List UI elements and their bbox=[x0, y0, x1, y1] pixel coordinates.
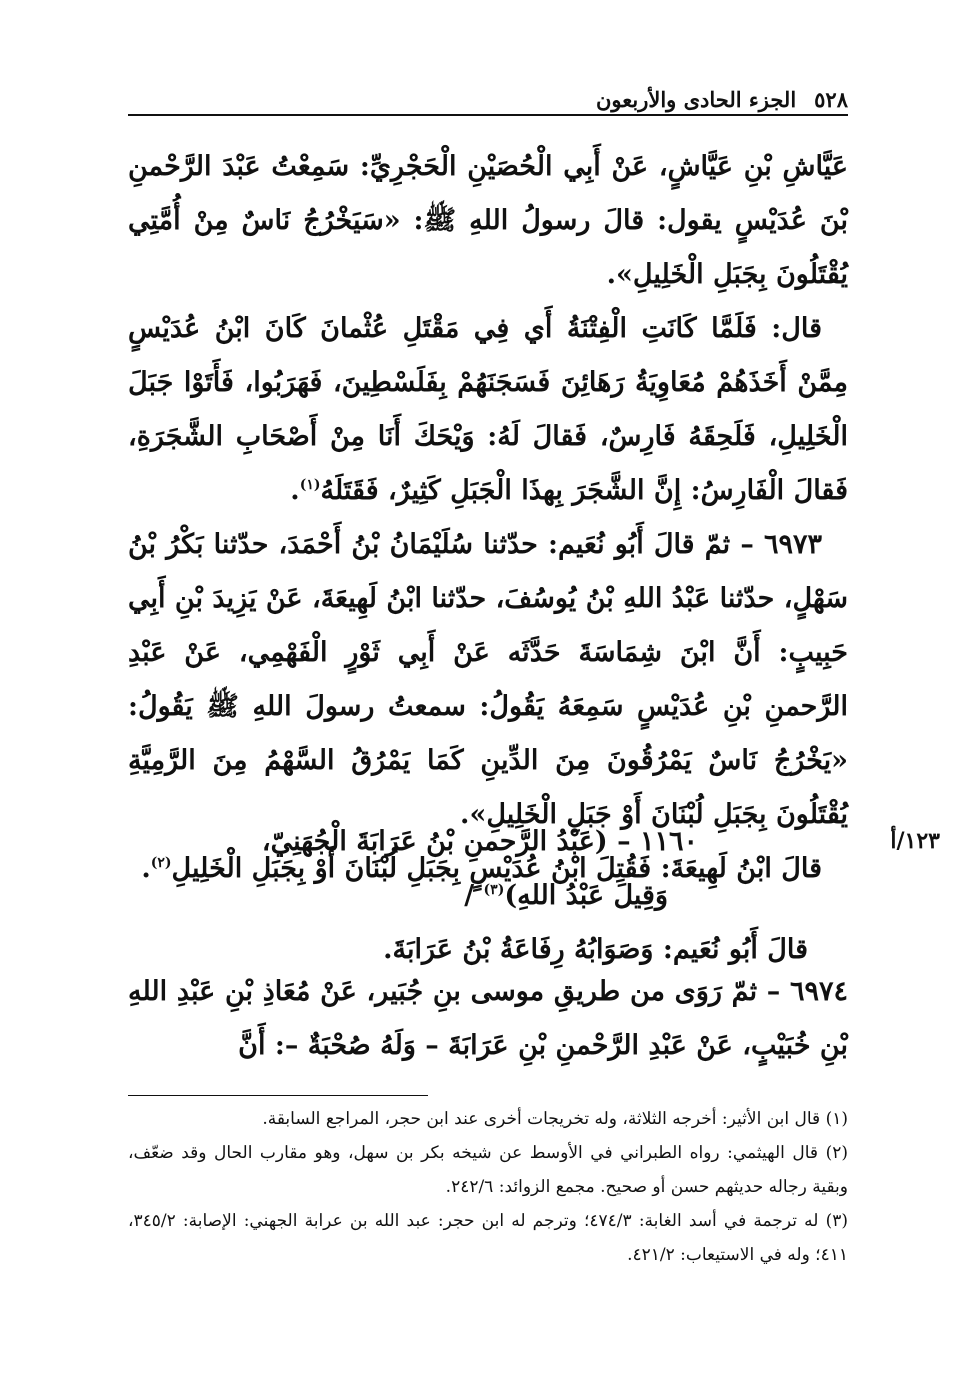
page-header bbox=[128, 60, 848, 112]
footnote-ref: (٢) bbox=[150, 855, 172, 871]
paragraph: قال: فَلَمَّا كَانَتِ الْفِتْنَةُ أَي فِي مَقْتَلِ عُثْمانَ كَانَ ابْنُ عُدَيْسٍ مِمَّنْ أَخَذَهُمْ مُعَاوِيَةُ رَهَائِنَ فَسَجَنَهُمْ بِفَلَسْطِينَ، فَهَرَبُوا، فَأَتَوْا جَبَلَ الْخَلِيلِ، فَلَحِقَهُ فَارِسٌ، فَقالَ لَهُ: وَيْحَكَ أَنَا مِنْ أَصْحَابِ الشَّجَرَةِ، فَقالَ الْفَارِسُ: إِنَّ الشَّجَرَ بِهذَا الْجَبَلِ كَثِيرٌ، فَقَتَلَهُ$^{(١)}$. bbox=[128, 313, 848, 506]
paragraph: عَيَّاشِ بْنِ عَيَّاشٍ، عَنْ أَبِي الْحُصَيْنِ الْحَجْرِيِّ: سَمِعْتُ عَبْدَ الرَّحْمنِ بْنَ عُدَيْسٍ يقول: قالَ رسولُ اللهِ ﷺ: «سَيَخْرُجُ نَاسٌ مِنْ أُمَّتِي يُقْتَلُونَ بِجَبَلِ الْخَلِيلِ». bbox=[128, 151, 848, 290]
main-text bbox=[128, 140, 848, 896]
footnote: (١) قال ابن الأثير: أخرجه الثلاثة، وله تخريجات أخرى عند ابن حجر، المراجع السابقة. bbox=[262, 1109, 848, 1129]
footnote-ref: (١) bbox=[299, 477, 321, 493]
entry-title: ١١٦٠ – (عَبْدُ الرَّحمنِ بْنُ عَرَابَةَ الْجُهَنِيّ، bbox=[261, 826, 698, 857]
footnote: (٢) قال الهيثمي: رواه الطبراني في الأوسط عن شيخه بكر بن سهل، وهو مقارب الحال وقد ضعّف، وبقية رجاله حديثهم حسن أو صحيح. مجمع الزوائد: ٢٤٢/٦. bbox=[128, 1143, 848, 1197]
hadith-6973: ٦٩٧٣ – ثمّ قالَ أَبُو نُعَيم: حدّثنا سُلَيْمَانُ بْنُ أَحْمَدَ، حدّثنا بَكْرُ بْنُ سَهْلٍ، حدّثنا عَبْدُ اللهِ بْنُ يُوسُفَ، حدّثنا ابْنُ لَهِيعَةَ، عَنْ يَزِيدَ بْنِ أَبِي حَبِيبٍ: أَنَّ ابْنَ شِمَاسَةَ حَدَّثَه عَنْ أَبِي ثَوْرٍ الْفَهْمِي، عَنْ عَبْدِ الرَّحمنِ بْنِ عُدَيْسٍ سَمِعَهُ يَقُولُ: سمعتُ رسولَ اللهِ ﷺ يَقُولُ: «يَخْرُجُ نَاسٌ يَمْرُقُونَ مِنَ الدِّينِ كَمَا يَمْرُقُ السَّهْمُ مِنَ الرَّمِيَّةِ يُقْتَلُونَ بِجَبَلِ لُبْنَانَ أَوْ جَبَلِ الْخَلِيلِ». bbox=[128, 529, 848, 830]
header-divider bbox=[128, 114, 848, 116]
paragraph: قالَ ابْنُ لَهِيعَةَ: فَقُتِلَ ابْنُ عُدَيْسٍ بِجَبَلِ لُبْنَانَ أَوْ بِجَبَلِ الْخَلِيلِ$^{(٢)}$. bbox=[141, 853, 822, 884]
entry-note: قالَ أَبُو نُعَيم: وَصَوَابُهُ رِفَاعَةُ بْنُ عَرَابَةَ. bbox=[383, 934, 808, 965]
footnote: (٣) له ترجمة في أسد الغابة: ٤٧٤/٣؛ وترجم له ابن حجر: عبد الله بن عرابة الجهني: الإصابة: ٣٤٥/٢، ٤١١؛ وله في الاستيعاب: ٤٢١/٢. bbox=[128, 1211, 848, 1265]
footnote-ref: (٣) bbox=[483, 882, 505, 898]
paragraph: ٦٩٧٤ – ثمّ رَوَى من طريقِ موسى بنِ جُبَير، عَنْ مُعَاذِ بْنِ عَبْدِ اللهِ بْنِ خُبَيْبٍ، عَنْ عَبْدِ الرَّحْمنِ بْنِ عَرَابَةَ – وَلَهُ صُحْبَةٌ –: أَنَّ bbox=[128, 976, 848, 1061]
footnote-divider bbox=[128, 1095, 428, 1096]
page-number: ٥٢٨ bbox=[814, 87, 848, 112]
entry-alt-name: وَقِيلَ عَبْدُ اللهِ)$^{(٣)}$ / bbox=[464, 880, 668, 911]
entry-heading bbox=[128, 815, 848, 977]
footnotes bbox=[128, 1102, 848, 1272]
manuscript-folio-note: ١٢٣/أ bbox=[890, 828, 940, 854]
hadith-6974 bbox=[128, 965, 848, 1073]
volume-title: الجزء الحادى والأربعون bbox=[595, 87, 797, 112]
